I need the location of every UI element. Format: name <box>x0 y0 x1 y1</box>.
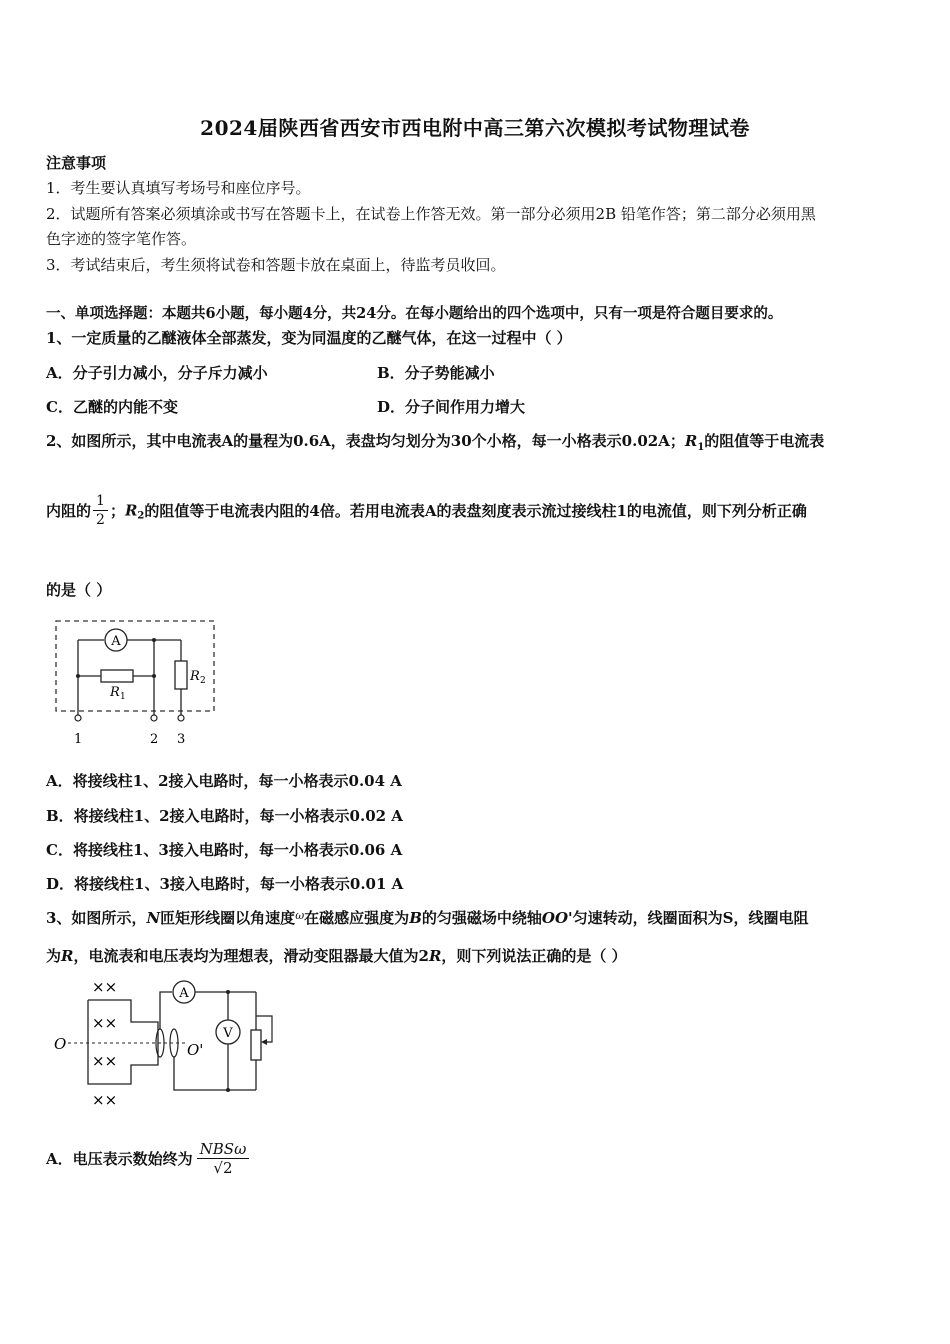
terminal-1-label: 1 <box>74 732 83 747</box>
q1-option-a: A．分子引力减小，分子斥力减小 <box>46 364 268 382</box>
q3-text-a: 3、如图所示， <box>46 909 147 927</box>
ammeter-label: A <box>111 634 121 649</box>
q2-stem-line1 <box>46 430 824 453</box>
q3-text-e: 匀速转动，线圈面积为S，线圈电阻 <box>572 909 809 927</box>
r1-resistor <box>101 670 133 682</box>
q1-option-c: C．乙醚的内能不变 <box>46 398 178 416</box>
axis-label-o: O <box>54 1035 67 1053</box>
notice-item-2: 2．试题所有答案必须填涂或书写在答题卡上，在试卷上作答无效。第一部分必须用2B 铅笔作答；第二部分必须用黑 <box>46 205 816 223</box>
q3-r2-symbol: R <box>428 947 442 965</box>
field-cross-2: ×× <box>92 1014 118 1032</box>
dashed-box <box>56 621 214 711</box>
q3-text-d: 的匀强磁场中绕轴 <box>421 909 542 927</box>
q2-r1-symbol: R <box>684 432 698 450</box>
q3-option-a-text: A．电压表示数始终为 <box>46 1150 193 1168</box>
r2-resistor <box>175 661 187 689</box>
axis-label-o-prime: O' <box>187 1041 204 1059</box>
q1-option-d: D．分子间作用力增大 <box>377 398 526 416</box>
r2-sub: 2 <box>200 676 206 686</box>
field-cross-4: ×× <box>92 1091 118 1109</box>
q3-stem-line2 <box>46 945 627 966</box>
r1-sub: 1 <box>120 692 126 702</box>
q3-b-symbol: B <box>409 909 422 927</box>
q2-option-c: C．将接线柱1、3接入电路时，每一小格表示0.06 A <box>46 841 403 859</box>
q2-stem-text-a: 2、如图所示，其中电流表A的量程为0.6A，表盘均匀划分为30个小格，每一小格表示0.02A； <box>46 432 685 450</box>
terminal-3 <box>178 715 184 721</box>
q3-omega-symbol: ω <box>295 909 305 922</box>
rheostat <box>251 1030 261 1060</box>
q3-generator-diagram <box>46 972 286 1112</box>
q3-frac-num: NBSω <box>197 1140 250 1159</box>
q2-stem-text-b: 的阻值等于电流表 <box>704 432 825 450</box>
q2-stem-text-c: 内阻的 <box>46 502 92 520</box>
q3-option-a <box>46 1140 249 1177</box>
terminal-3-label: 3 <box>177 732 186 747</box>
r2-label: R <box>190 669 200 684</box>
section-header: 一、单项选择题：本题共6小题，每小题4分，共24分。在每小题给出的四个选项中，只有一项是符合题目要求的。 <box>46 305 783 322</box>
terminal-2-label: 2 <box>150 732 159 747</box>
exam-title: 2024届陕西省西安市西电附中高三第六次模拟考试物理试卷 <box>200 116 750 140</box>
q3-frac-den: √2 <box>213 1159 233 1177</box>
terminal-1 <box>75 715 81 721</box>
q2-circuit-diagram <box>46 615 226 750</box>
field-cross-3: ×× <box>92 1052 118 1070</box>
q2-r2-sub: 2 <box>137 510 145 522</box>
notice-item-1: 1．考生要认真填写考场号和座位序号。 <box>46 179 311 197</box>
q3-text-h: ，则下列说法正确的是（ ） <box>441 947 627 965</box>
q3-text-g: ，电流表和电压表均为理想表，滑动变阻器最大值为2 <box>73 947 429 965</box>
q2-stem-text-d: 的阻值等于电流表内阻的4倍。若用电流表A的表盘刻度表示流过接线柱1的电流值，则下列分析正确 <box>144 502 807 520</box>
q1-stem: 1、一定质量的乙醚液体全部蒸发，变为同温度的乙醚气体，在这一过程中（ ） <box>46 329 572 347</box>
q2-r2-symbol: R <box>124 501 138 520</box>
q2-frac-num: 1 <box>93 492 108 511</box>
q2-stem-line2 <box>46 492 807 529</box>
q3-stem-line1 <box>46 907 808 928</box>
rectangular-coil <box>88 1000 158 1084</box>
ammeter-label-q3: A <box>179 986 189 1001</box>
q1-option-b: B．分子势能减小 <box>377 364 495 382</box>
q2-frac-den: 2 <box>96 512 105 528</box>
q3-axis-symbol: OO' <box>541 909 573 927</box>
q3-n-symbol: N <box>146 909 161 927</box>
field-cross-1: ×× <box>92 978 118 996</box>
q2-stem-line3: 的是（ ） <box>46 581 112 599</box>
q3-text-f: 为 <box>46 947 62 965</box>
r1-label: R <box>110 685 120 700</box>
terminal-2 <box>151 715 157 721</box>
q3-text-b: 匝矩形线圈以角速度 <box>160 909 296 927</box>
q3-text-c: 在磁感应强度为 <box>304 909 410 927</box>
notice-heading: 注意事项 <box>46 154 107 172</box>
voltmeter-label: V <box>223 1026 233 1041</box>
q2-option-b: B．将接线柱1、2接入电路时，每一小格表示0.02 A <box>46 807 403 825</box>
q2-option-d: D．将接线柱1、3接入电路时，每一小格表示0.01 A <box>46 875 404 893</box>
q2-sep: ； <box>109 502 125 520</box>
notice-item-2-cont: 色字迹的签字笔作答。 <box>46 230 197 248</box>
q2-fraction <box>93 492 108 529</box>
q3-r-symbol: R <box>61 947 74 965</box>
q2-option-a: A．将接线柱1、2接入电路时，每一小格表示0.04 A <box>46 772 402 790</box>
q3-option-a-fraction <box>197 1140 250 1177</box>
notice-item-3: 3．考试结束后，考生须将试卷和答题卡放在桌面上，待监考员收回。 <box>46 256 506 274</box>
q2-r1-sub: 1 <box>697 442 705 453</box>
